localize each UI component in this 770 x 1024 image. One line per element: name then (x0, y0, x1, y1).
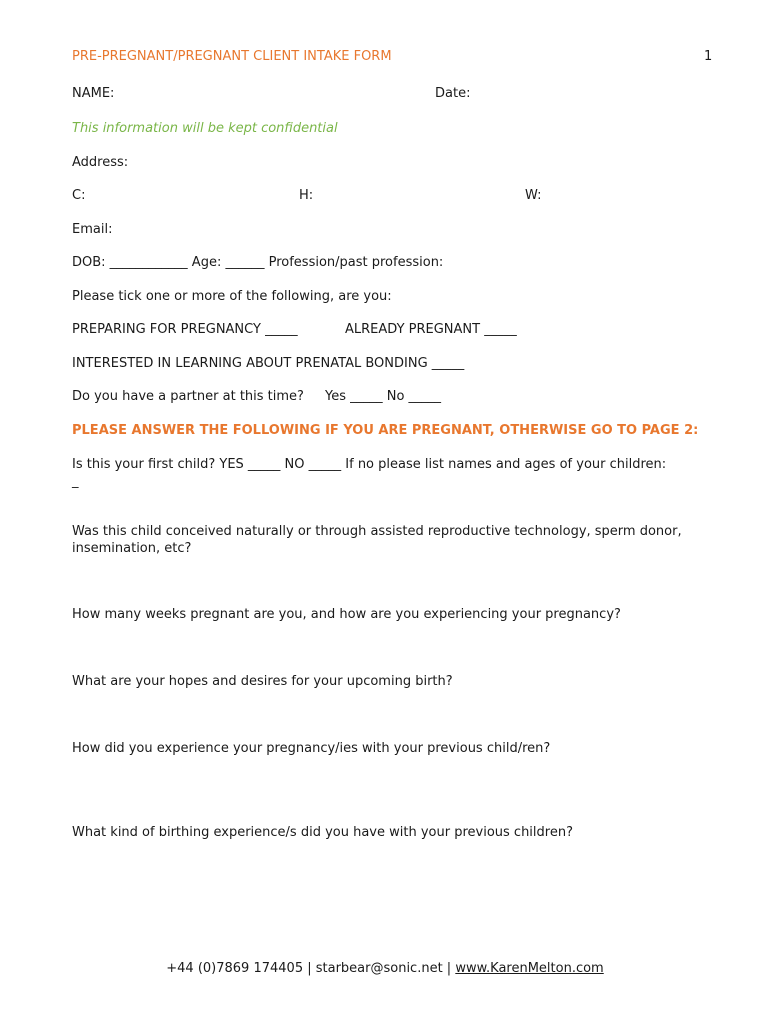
form-title: PRE-PREGNANT/PREGNANT CLIENT INTAKE FORM (72, 49, 392, 64)
work-phone-label: W: (525, 188, 542, 203)
footer-contact: +44 (0)7869 174405 | starbear@sonic.net | (166, 961, 456, 976)
partner-question: Do you have a partner at this time? (72, 389, 304, 404)
question-conception: Was this child conceived naturally or through assisted reproductive technology, sperm donor, insemination, etc? (72, 524, 682, 556)
website-link[interactable]: www.KarenMelton.com (455, 961, 604, 976)
name-label: NAME: (72, 86, 115, 101)
question-previous-births: What kind of birthing experience/s did you have with your previous children? (72, 825, 573, 840)
email-label: Email: (72, 222, 113, 237)
cell-phone-label: C: (72, 188, 86, 203)
question-first-child-blank: _ (72, 474, 79, 489)
pregnant-section-heading: PLEASE ANSWER THE FOLLOWING IF YOU ARE PREGNANT, OTHERWISE GO TO PAGE 2: (72, 423, 699, 438)
footer (0, 961, 770, 976)
tick-intro: Please tick one or more of the following, are you: (72, 289, 392, 304)
partner-yes-no: Yes _____ No _____ (325, 389, 442, 404)
question-first-child: Is this your first child? YES _____ NO _____ If no please list names and ages of your children: (72, 457, 667, 472)
question-previous-pregnancies: How did you experience your pregnancy/ies with your previous child/ren? (72, 741, 551, 756)
address-label: Address: (72, 155, 129, 170)
already-pregnant-option: ALREADY PREGNANT _____ (345, 322, 517, 337)
confidential-note: This information will be kept confidential (72, 121, 338, 136)
question-weeks-pregnant: How many weeks pregnant are you, and how are you experiencing your pregnancy? (72, 607, 621, 622)
question-hopes-desires: What are your hopes and desires for your upcoming birth? (72, 674, 453, 689)
dob-age-profession-line: DOB: ____________ Age: ______ Profession/past profession: (72, 255, 444, 270)
home-phone-label: H: (299, 188, 314, 203)
preparing-option: PREPARING FOR PREGNANCY _____ (72, 322, 298, 337)
page-number: 1 (704, 49, 713, 64)
interested-option: INTERESTED IN LEARNING ABOUT PRENATAL BONDING _____ (72, 356, 465, 371)
date-label: Date: (435, 86, 471, 101)
